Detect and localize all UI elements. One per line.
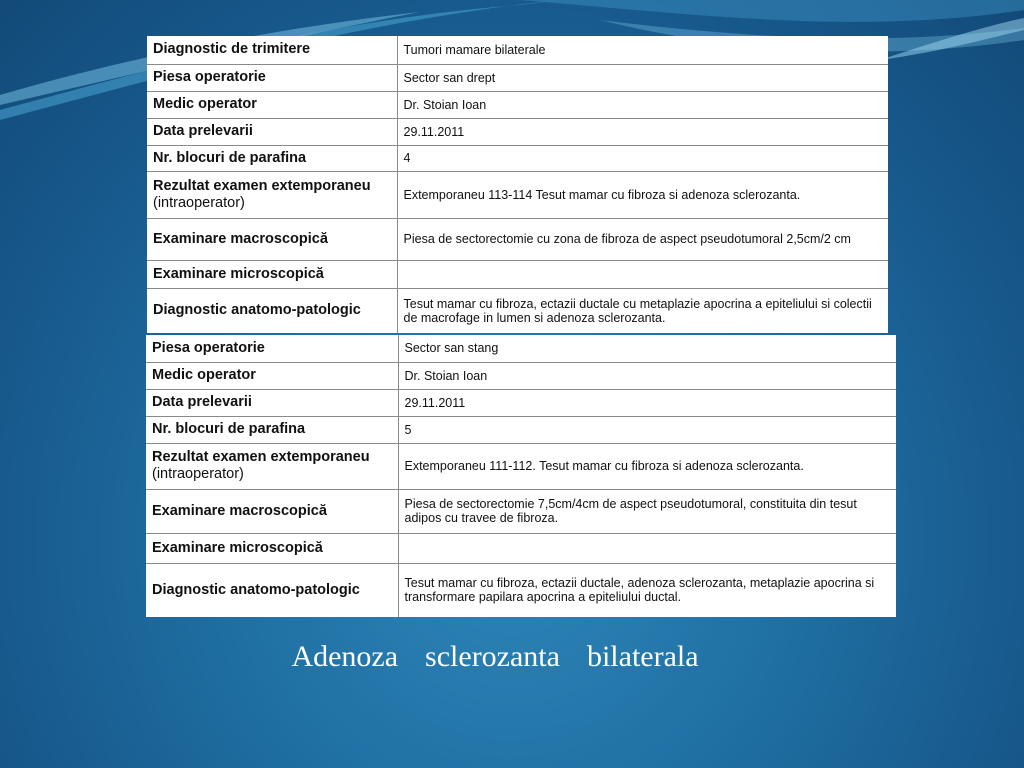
row-label: Diagnostic de trimitere xyxy=(147,36,397,64)
row-label-normal: (intraoperator) xyxy=(152,466,244,482)
row-value: Dr. Stoian Ioan xyxy=(397,91,888,118)
table-row xyxy=(147,171,888,218)
row-value: Sector san drept xyxy=(397,64,888,91)
row-label: Medic operator xyxy=(146,362,398,389)
row-label: Examinare macroscopică xyxy=(146,489,398,533)
table-row xyxy=(146,389,896,416)
table-row xyxy=(146,443,896,489)
row-value: Tesut mamar cu fibroza, ectazii ductale cu metaplazie apocrina a epiteliului si colectii de macrofage in lumen si adenoza sclerozanta. xyxy=(403,296,872,325)
row-label: Examinare microscopică xyxy=(147,260,397,288)
table-row xyxy=(147,288,888,333)
row-label-bold: Rezultat examen extemporaneu xyxy=(152,449,370,465)
row-label: Piesa operatorie xyxy=(147,64,397,91)
table-row xyxy=(146,563,896,617)
row-label: Diagnostic anatomo-patologic xyxy=(147,288,397,333)
table-row xyxy=(147,64,888,91)
report-table-left-breast xyxy=(146,335,896,617)
row-value: 29.11.2011 xyxy=(398,389,896,416)
row-label: Data prelevarii xyxy=(146,389,398,416)
row-label: Nr. blocuri de parafina xyxy=(147,145,397,171)
table-row xyxy=(147,260,888,288)
row-value: Dr. Stoian Ioan xyxy=(398,362,896,389)
row-label: Examinare macroscopică xyxy=(147,218,397,260)
row-value: Sector san stang xyxy=(398,335,896,362)
table-row xyxy=(147,91,888,118)
table-row xyxy=(147,145,888,171)
slide-caption xyxy=(0,640,990,674)
row-value: Tesut mamar cu fibroza, ectazii ductale, adenoza sclerozanta, metaplazie apocrina si transformare papilara apocrina a epiteliului ductal. xyxy=(404,576,875,605)
caption-text: Adenoza sclerozanta bilaterala xyxy=(291,640,699,673)
row-label-bold: Rezultat examen extemporaneu xyxy=(153,177,371,194)
row-value: 29.11.2011 xyxy=(397,118,888,145)
row-value: Extemporaneu 113-114 Tesut mamar cu fibroza si adenoza sclerozanta. xyxy=(397,171,888,218)
row-value: Tumori mamare bilaterale xyxy=(397,36,888,64)
table-row xyxy=(147,218,888,260)
row-value: 5 xyxy=(398,416,896,443)
table-row xyxy=(146,416,896,443)
row-label: Data prelevarii xyxy=(147,118,397,145)
table-row xyxy=(147,118,888,145)
row-label: Examinare microscopică xyxy=(146,533,398,563)
row-value xyxy=(398,533,896,563)
row-label xyxy=(147,171,397,218)
row-value: Piesa de sectorectomie 7,5cm/4cm de aspect pseudotumoral, constituita din tesut adipos cu travee de fibroza. xyxy=(398,489,896,533)
row-value: 4 xyxy=(397,145,888,171)
row-value xyxy=(397,260,888,288)
row-value: Piesa de sectorectomie cu zona de fibroza de aspect pseudotumoral 2,5cm/2 cm xyxy=(397,218,888,260)
row-label: Piesa operatorie xyxy=(146,335,398,362)
row-value: Extemporaneu 111-112. Tesut mamar cu fibroza si adenoza sclerozanta. xyxy=(398,443,896,489)
table-row xyxy=(147,36,888,64)
row-label: Nr. blocuri de parafina xyxy=(146,416,398,443)
row-label-normal: (intraoperator) xyxy=(153,194,245,211)
table-row xyxy=(146,489,896,533)
table-row xyxy=(146,362,896,389)
row-label: Diagnostic anatomo-patologic xyxy=(146,563,398,617)
row-label: Medic operator xyxy=(147,91,397,118)
report-table-right-breast xyxy=(147,36,888,333)
table-row xyxy=(146,533,896,563)
table-row xyxy=(146,335,896,362)
row-label xyxy=(146,443,398,489)
